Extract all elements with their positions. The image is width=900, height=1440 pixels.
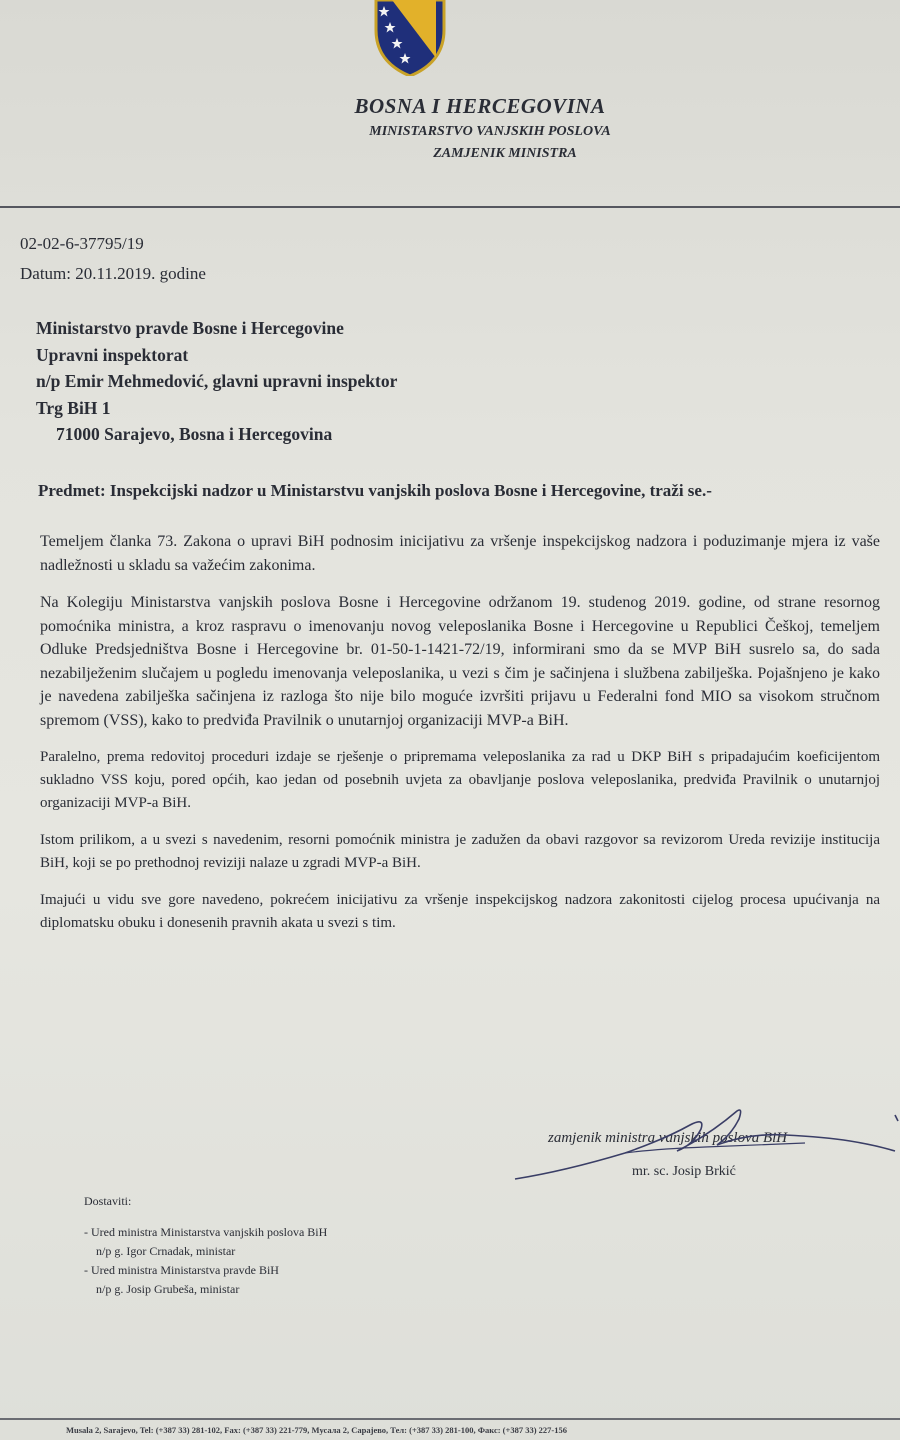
delivery-item: - Ured ministra Ministarstva pravde BiH <box>84 1263 279 1277</box>
letterhead-office: ZAMJENIK MINISTRA <box>433 146 577 161</box>
delivery-item: n/p g. Igor Crnadak, ministar <box>96 1244 236 1258</box>
recipient-line: n/p Emir Mehmedović, glavni upravni inspektor <box>36 371 398 391</box>
signatory-name: mr. sc. Josip Brkić <box>632 1164 736 1179</box>
coat-of-arms-icon <box>370 0 450 76</box>
recipient-line: 71000 Sarajevo, Bosna i Hercegovina <box>56 424 333 444</box>
footer-divider <box>0 1418 900 1420</box>
reference-number: 02-02-6-37795/19 <box>20 234 144 253</box>
header-divider <box>0 206 900 208</box>
body-paragraph: Paralelno, prema redovitoj proceduri izdaje se rješenje o pripremama veleposlanika za rad u DKP BiH s pripadajućim koeficijentom sukladno VSS koju, pored općih, kao jedan od posebnih uvjeta za obavljanje poslova veleposlanika, predviđa Pravilnik o unutarnjoj organizaciji MVP-a BiH. <box>40 749 880 811</box>
footer-contact: Musala 2, Sarajevo, Tel: (+387 33) 281-102, Fax: (+387 33) 221-779, Мусала 2, Сарајево, Тел: (+387 33) 281-100, Факс: (+387 33) 227-156 <box>66 1425 568 1435</box>
letter-body <box>40 530 880 949</box>
delivery-item: n/p g. Josip Grubeša, ministar <box>96 1282 240 1296</box>
body-paragraph: Na Kolegiju Ministarstva vanjskih poslova Bosne i Hercegovine održanom 19. studenog 2019. godine, od strane resornog pomoćnika ministra, a kroz raspravu o imenovanju novog veleposlanika Bosne i Hercegovine u Republici Češkoj, temeljem Odluke Predsjedništva Bosne i Hercegovine br. 01-50-1-1421-72/19, informirani smo da se MVP BiH susrelo sa, do sada nezabilježenim slučajem u pogledu imenovanja veleposlanika, u vezi s čim je sačinjena i službena zabilješka. Pojašnjeno je kako je navedena zabilješka sačinjena iz razloga što nije bilo moguće izvršiti prijavu u Federalni fond MIO sa visokom stručnom spremom (VSS), kako to predviđa Pravilnik o unutarnjoj organizaciji MVP-a BiH. <box>40 594 880 729</box>
delivery-label: Dostaviti: <box>84 1194 132 1208</box>
letter-date: Datum: 20.11.2019. godine <box>20 264 206 283</box>
body-paragraph: Istom prilikom, a u svezi s navedenim, resorni pomoćnik ministra je zadužen da obavi razgovor sa revizorom Ureda revizije institucija BiH, koji se po prethodnoj reviziji nalaze u zgradi MVP-a BiH. <box>40 832 880 871</box>
delivery-item: - Ured ministra Ministarstva vanjskih poslova BiH <box>84 1225 328 1239</box>
signatory-title: zamjenik ministra vanjskih poslova BiH <box>548 1130 788 1146</box>
body-paragraph: Temeljem članka 73. Zakona o upravi BiH podnosim inicijativu za vršenje inspekcijskog nadzora i poduzimanje mjera iz vaše nadležnosti u skladu sa važećim zakonima. <box>40 533 880 574</box>
handwritten-signature <box>505 1095 900 1195</box>
recipient-address <box>36 315 397 448</box>
letterhead-ministry: MINISTARSTVO VANJSKIH POSLOVA <box>369 124 611 139</box>
letter-subject: Predmet: Inspekcijski nadzor u Ministarstvu vanjskih poslova Bosne i Hercegovine, traži se.- <box>38 481 712 500</box>
delivery-list <box>84 1192 327 1299</box>
letterhead-country: BOSNA I HERCEGOVINA <box>354 94 606 118</box>
recipient-line: Ministarstvo pravde Bosne i Hercegovine <box>36 318 344 338</box>
body-paragraph: Imajući u vidu sve gore navedeno, pokrećem inicijativu za vršenje inspekcijskog nadzora zakonitosti cijelog procesa upućivanja na diplomatsku obuku i donesenih pravnih akata u svezi s tim. <box>40 892 880 931</box>
recipient-line: Trg BiH 1 <box>36 397 111 418</box>
recipient-line: Upravni inspektorat <box>36 344 189 365</box>
